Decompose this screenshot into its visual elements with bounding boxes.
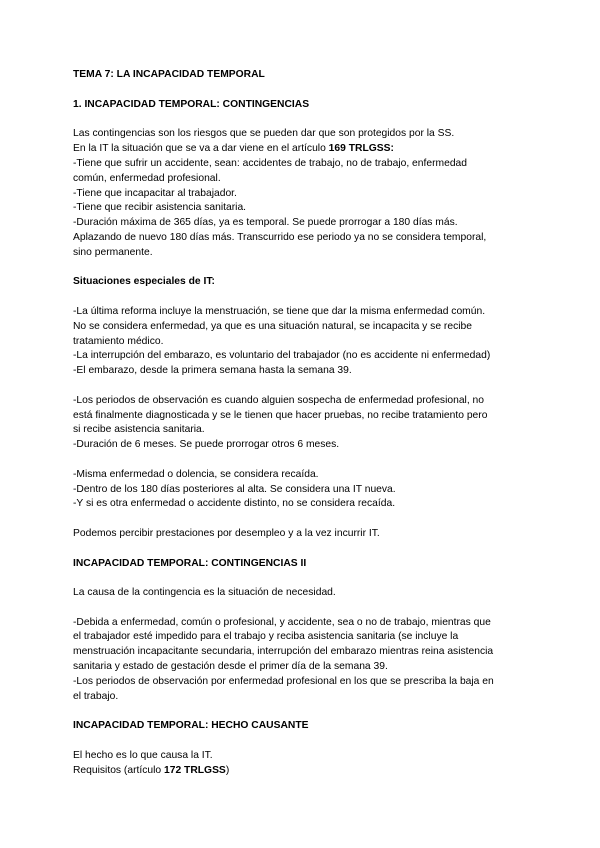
paragraph-line: No se considera enfermedad, ya que es una situación natural, se incapacita y se recibe (73, 320, 472, 332)
paragraph-line: tratamiento médico. (73, 335, 164, 347)
text-run: Requisitos (artículo (73, 764, 164, 776)
paragraph-line: -Los periodos de observación es cuando alguien sospecha de enfermedad profesional, no (73, 394, 485, 406)
document-body (73, 68, 533, 778)
list-item-continuation: Aplazando de nuevo 180 días más. Transcurrido ese periodo ya no se considera temporal, (73, 231, 487, 243)
paragraph-line: -Debida a enfermedad, común o profesional, y accidente, sea o no de trabajo, mientras que (73, 616, 491, 628)
list-item-continuation: sino permanente. (73, 246, 153, 258)
section-heading-situaciones-especiales: Situaciones especiales de IT: (73, 276, 215, 288)
article-reference: 172 TRLGSS (164, 764, 226, 776)
paragraph-line: sanitaria y estado de gestación desde el primer día de la semana 39. (73, 661, 388, 673)
text-run: ) (225, 764, 230, 776)
list-item-continuation: común, enfermedad profesional. (73, 172, 221, 184)
paragraph-line: está finalmente diagnosticada y se le tienen que hacer pruebas, no recibe tratamiento pero (73, 409, 488, 421)
section-heading-hecho-causante: INCAPACIDAD TEMPORAL: HECHO CAUSANTE (73, 720, 309, 732)
paragraph-line: La causa de la contingencia es la situación de necesidad. (73, 587, 336, 599)
paragraph-line: el trabajo. (73, 690, 119, 702)
list-item: -Tiene que recibir asistencia sanitaria. (73, 202, 247, 214)
list-item: -Tiene que sufrir un accidente, sean: accidentes de trabajo, no de trabajo, enfermedad (73, 157, 468, 169)
paragraph-line: Podemos percibir prestaciones por desempleo y a la vez incurrir IT. (73, 527, 380, 539)
paragraph-line (73, 142, 533, 157)
article-reference: 169 TRLGSS: (328, 143, 394, 155)
paragraph-line (73, 764, 533, 779)
paragraph-line: El hecho es lo que causa la IT. (73, 749, 213, 761)
paragraph-line: -Dentro de los 180 días posteriores al alta. Se considera una IT nueva. (73, 483, 396, 495)
paragraph-line: -El embarazo, desde la primera semana hasta la semana 39. (73, 365, 352, 377)
section-hecho-causante-text (73, 749, 533, 779)
paragraph-line: -La última reforma incluye la menstruación, se tiene que dar la misma enfermedad común. (73, 305, 486, 317)
text-run: En la IT la situación que se va a dar viene en el artículo (73, 143, 329, 155)
section-contingencias-text (73, 127, 533, 260)
document-title: TEMA 7: LA INCAPACIDAD TEMPORAL (73, 69, 265, 80)
list-item: -Tiene que incapacitar al trabajador. (73, 187, 237, 199)
paragraph-line: menstruación incapacitante secundaria, interrupción del embarazo mientras reina asistencia (73, 646, 494, 658)
paragraph-line: si recibe asistencia sanitaria. (73, 424, 205, 436)
paragraph-line: -Y si es otra enfermedad o accidente distinto, no se considera recaída. (73, 498, 396, 510)
section-contingencias-ii-text (73, 586, 533, 704)
list-item: -Duración máxima de 365 días, ya es temporal. Se puede prorrogar a 180 días más. (73, 217, 458, 229)
paragraph-line: el trabajador esté impedido para el trabajo y reciba asistencia sanitaria (se incluye la (73, 631, 459, 643)
paragraph-line: -Los periodos de observación por enfermedad profesional en los que se prescriba la baja en (73, 675, 494, 687)
paragraph-line: -Duración de 6 meses. Se puede prorrogar otros 6 meses. (73, 439, 340, 451)
paragraph-line: Las contingencias son los riesgos que se pueden dar que son protegidos por la SS. (73, 128, 455, 140)
section-situaciones-text (73, 305, 533, 542)
paragraph-line: -La interrupción del embarazo, es voluntario del trabajador (no es accidente ni enfermedad) (73, 350, 491, 362)
section-heading-contingencias-ii: INCAPACIDAD TEMPORAL: CONTINGENCIAS II (73, 557, 307, 569)
paragraph-line: -Misma enfermedad o dolencia, se considera recaída. (73, 468, 319, 480)
section-heading-contingencias: 1. INCAPACIDAD TEMPORAL: CONTINGENCIAS (73, 98, 310, 110)
